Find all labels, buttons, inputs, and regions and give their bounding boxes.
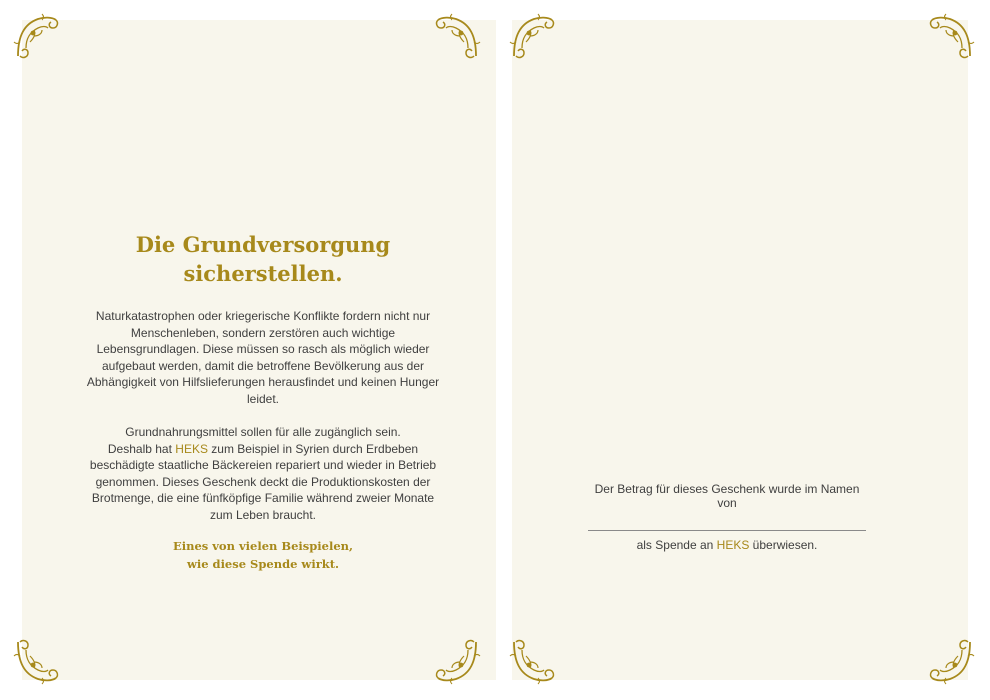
title-line-2: sicherstellen.	[183, 261, 343, 286]
closing-line-1: Eines von vielen Beispielen,	[172, 539, 354, 553]
corner-ornament-icon	[12, 636, 62, 686]
donor-name-line[interactable]	[588, 530, 866, 531]
corner-ornament-icon	[508, 636, 558, 686]
left-page-content	[80, 230, 446, 573]
example-paragraph	[80, 424, 446, 523]
confirmation-post-brand: überwiesen.	[749, 538, 818, 552]
brand-name: HEKS	[175, 441, 208, 456]
corner-ornament-icon	[432, 12, 482, 62]
dedication-block	[588, 482, 866, 552]
example-paragraph-line-1: Grundnahrungsmittel sollen für alle zugänglich sein.	[125, 425, 401, 439]
brand-name: HEKS	[716, 538, 750, 552]
page-title	[80, 230, 446, 288]
corner-ornament-icon	[926, 636, 976, 686]
title-line-1: Die Grundversorgung	[135, 232, 391, 257]
closing-line-2: wie diese Spende wirkt.	[186, 557, 340, 571]
confirmation-pre-brand: als Spende an	[636, 538, 717, 552]
corner-ornament-icon	[926, 12, 976, 62]
dedication-text: Der Betrag für dieses Geschenk wurde im Namen von	[594, 482, 860, 510]
intro-paragraph: Naturkatastrophen oder kriegerische Konflikte fordern nicht nur Menschenleben, sondern zerstören auch wichtige Lebensgrundlagen. Diese müssen so rasch als möglich wieder aufgebaut werden, damit die betroffene Bevölkerung aus der Abhängigkeit von Hilfslieferungen herausfindet und keinen Hunger leidet.	[86, 309, 440, 406]
closing-statement	[80, 537, 446, 573]
example-paragraph-post-brand: zum Beispiel in Syrien durch Erdbeben beschädigte staatliche Bäckereien repariert und wieder in Betrieb genommen. Dieses Geschenk deckt die Produktionskosten der Brotmenge, die eine fünfköpfige Familie während zweier Monate zum Leben braucht.	[89, 441, 437, 522]
corner-ornament-icon	[12, 12, 62, 62]
donation-confirmation	[588, 538, 866, 552]
corner-ornament-icon	[432, 636, 482, 686]
example-paragraph-pre-brand: Deshalb hat	[107, 441, 176, 456]
corner-ornament-icon	[508, 12, 558, 62]
right-page	[512, 20, 968, 680]
